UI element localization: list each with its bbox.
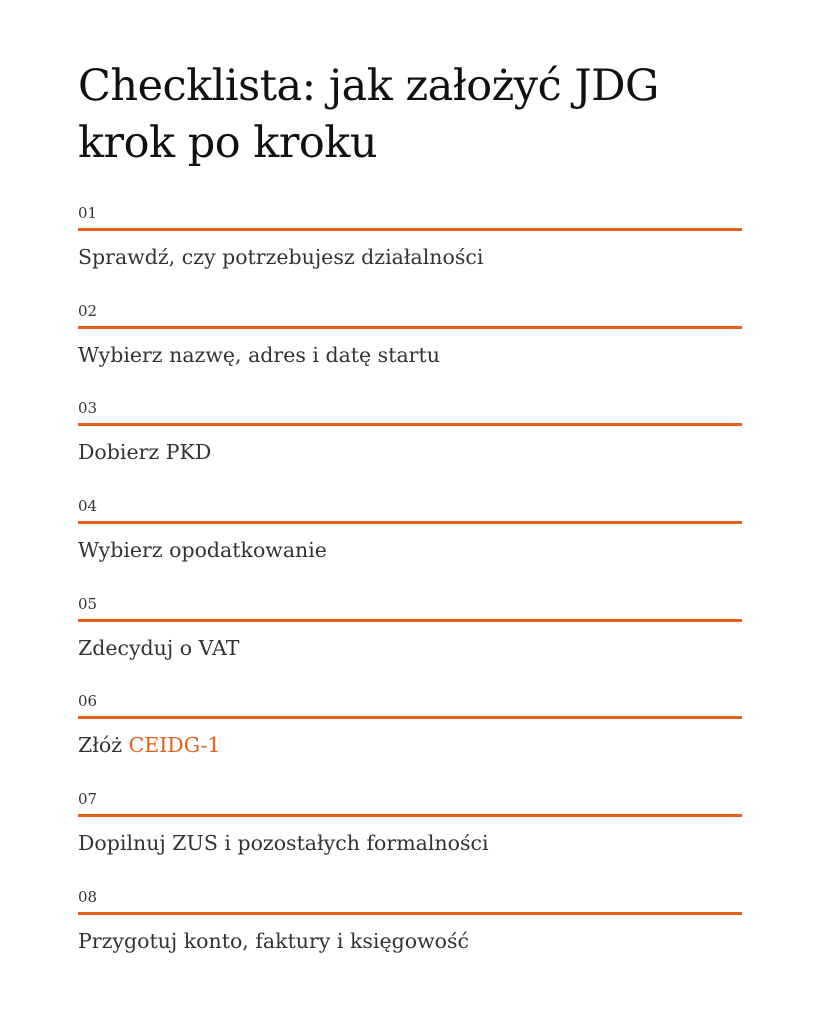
step-text: Dopilnuj ZUS i pozostałych formalności <box>78 831 489 856</box>
steps-list <box>78 200 742 982</box>
step-divider <box>78 619 742 622</box>
step-number: 03 <box>78 399 98 418</box>
step-item-05 <box>78 591 742 689</box>
step-item-02 <box>78 298 742 396</box>
step-item-03 <box>78 395 742 493</box>
step-item-07 <box>78 786 742 884</box>
step-text: Dobierz PKD <box>78 440 212 465</box>
step-text: Zdecyduj o VAT <box>78 635 240 660</box>
step-divider <box>78 814 742 817</box>
step-text: Wybierz opodatkowanie <box>78 538 327 563</box>
step-number: 07 <box>78 790 98 809</box>
step-number: 04 <box>78 497 98 516</box>
step-number: 05 <box>78 594 98 613</box>
step-divider <box>78 228 742 231</box>
step-text-with-link <box>78 731 220 759</box>
step-divider <box>78 326 742 329</box>
step-number: 02 <box>78 301 98 320</box>
step-divider <box>78 521 742 524</box>
page-title: Checklista: jak założyć JDG krok po kroku <box>78 61 659 168</box>
step-divider <box>78 423 742 426</box>
step-text: Złóż <box>78 733 129 758</box>
step-text: Sprawdź, czy potrzebujesz działalności <box>78 245 484 269</box>
step-number: 01 <box>78 204 98 222</box>
step-divider <box>78 912 742 915</box>
step-number: 08 <box>78 887 98 906</box>
step-divider <box>78 716 742 719</box>
step-text: Przygotuj konto, faktury i księgowość <box>78 928 469 953</box>
step-item-01 <box>78 200 742 298</box>
step-item-04 <box>78 493 742 591</box>
step-item-06 <box>78 688 742 786</box>
step-number: 06 <box>78 692 98 711</box>
step-text: Wybierz nazwę, adres i datę startu <box>78 342 440 367</box>
step-item-08 <box>78 884 742 982</box>
ceidg-1-link[interactable]: CEIDG-1 <box>128 733 221 758</box>
